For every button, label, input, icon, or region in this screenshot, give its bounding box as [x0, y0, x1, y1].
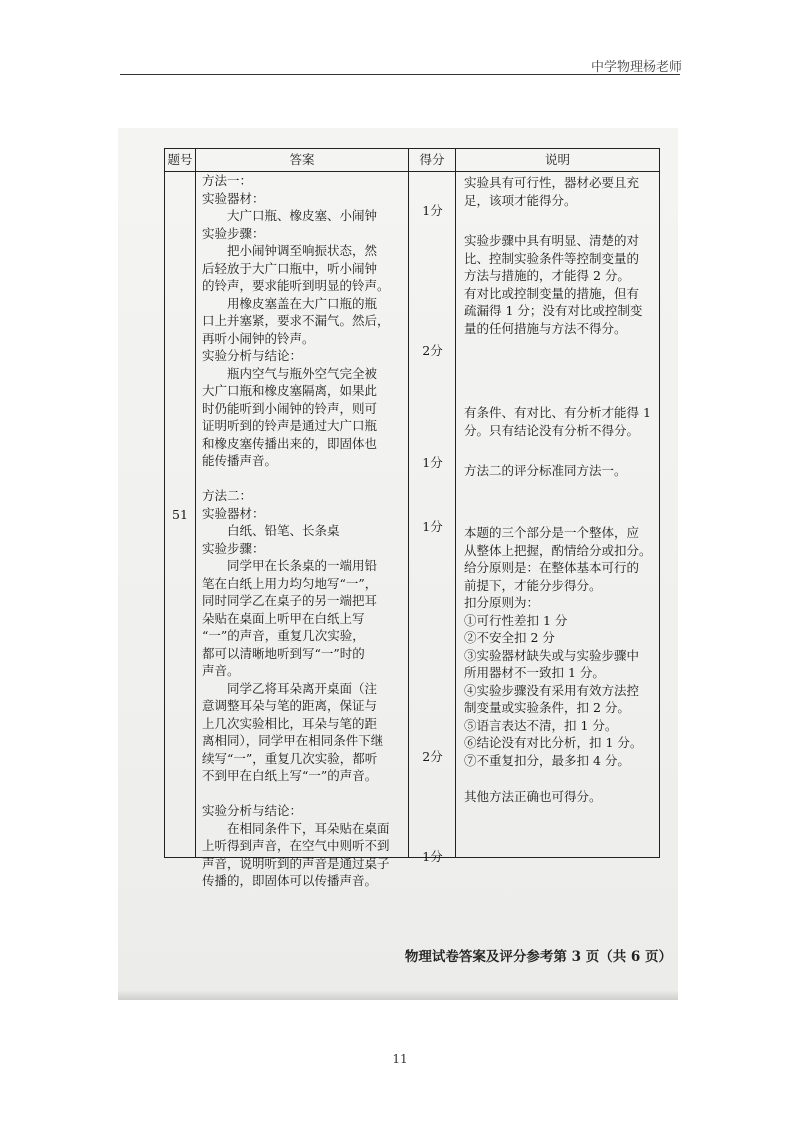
- page-number: 11: [392, 1052, 408, 1066]
- question-number: 51: [165, 172, 196, 858]
- note-line-note1: 实验具有可行性，器材必要且充: [464, 175, 640, 190]
- answer-line: 方法二：: [202, 488, 253, 503]
- note-line-note6: 其他方法正确也可得分。: [464, 789, 602, 804]
- answer-line: 传播的，即固体可以传播声音。: [202, 873, 378, 888]
- answer-line: 实验分析与结论：: [202, 803, 303, 818]
- score-method2-steps: 2分: [422, 749, 443, 764]
- answer-line: 朵贴在桌面上听甲在白纸上写: [202, 610, 365, 626]
- answer-line: 的铃声，要求能听到明显的铃声。: [202, 278, 390, 293]
- header-site-name: 中学物理杨老师: [590, 60, 682, 75]
- note-line-note2: 量的任何措施与方法不得分。: [464, 320, 627, 336]
- answer-line: 声音，说明听到的声音是通过桌子: [202, 855, 390, 871]
- note-line-note5: 给分原则是：在整体基本可行的: [464, 560, 640, 575]
- note-line-note2: 有对比或控制变量的措施，但有: [464, 285, 640, 301]
- note-line-note2: 疏漏得 1 分；没有对比或控制变: [464, 303, 643, 318]
- answer-line: 证明听到的铃声是通过大广口瓶: [202, 418, 378, 433]
- note-line-note5: 本题的三个部分是一个整体，应: [464, 525, 640, 540]
- answer-line: 能传播声音。: [202, 453, 278, 468]
- note-line-note5: 从整体上把握，酌情给分或扣分。: [464, 542, 652, 558]
- answer-line: 白纸、铅笔、长条桌: [202, 523, 340, 538]
- table-header-row: [165, 149, 660, 172]
- answer-line: 口上并塞紧，要求不漏气。然后，: [202, 313, 390, 328]
- note-line-note5: 前提下，才能分步得分。: [464, 577, 602, 593]
- answer-line: 续写“一”，重复几次实验，都听: [202, 750, 378, 766]
- note-line-note3: 有条件、有对比、有分析才能得 1: [464, 405, 651, 420]
- answer-line: 大广口瓶、橡皮塞、小闹钟: [202, 208, 378, 223]
- score-method1-steps: 2分: [422, 343, 443, 358]
- header-notes: 说明: [456, 149, 660, 172]
- score-method1-conclusion: 1分: [422, 455, 443, 470]
- answer-line: 实验器材：: [202, 505, 265, 521]
- note-line-note1: 足，该项才能得分。: [464, 192, 577, 208]
- answer-line: 上几次实验相比，耳朵与笔的距: [202, 715, 378, 731]
- score-method2-conclusion: 1分: [422, 849, 443, 864]
- note-line-note5: ⑦不重复扣分，最多扣 4 分。: [464, 752, 630, 768]
- answer-line: 瓶内空气与瓶外空气完全被: [202, 365, 378, 381]
- note-line-note4: 方法二的评分标准同方法一。: [464, 463, 627, 478]
- answer-line: 大广口瓶和橡皮塞隔离，如果此: [202, 383, 378, 398]
- answer-line: 时仍能听到小闹钟的铃声，则可: [202, 400, 378, 416]
- note-line-note5: ③实验器材缺失或与实验步骤中: [464, 647, 640, 663]
- footer-caption: 物理试卷答案及评分参考第 3 页（共 6 页）: [404, 949, 672, 965]
- answer-line: 意调整耳朵与笔的距离，保证与: [202, 698, 378, 713]
- note-line-note5: 扣分原则为：: [464, 595, 540, 610]
- answer-line: 同学甲在长条桌的一端用铅: [202, 558, 378, 573]
- table-row: [165, 172, 660, 858]
- note-line-note5: ①可行性差扣 1 分: [464, 612, 568, 628]
- answer-line: 在相同条件下，耳朵贴在桌面: [202, 820, 390, 836]
- answer-line: 实验器材：: [202, 190, 265, 206]
- header-answer: 答案: [196, 149, 409, 172]
- answer-line: 实验分析与结论：: [202, 348, 303, 363]
- answer-line: 再听小闹钟的铃声。: [202, 330, 315, 346]
- answer-line: “一”的声音，重复几次实验，: [202, 628, 365, 643]
- notes-cell: [456, 172, 660, 858]
- note-line-note2: 比、控制实验条件等控制变量的: [464, 250, 640, 266]
- note-line-note5: ⑤语言表达不清，扣 1 分。: [464, 717, 618, 733]
- answer-line: 把小闹钟调至响振状态，然: [202, 243, 378, 258]
- answer-line: 离相同），同学甲在相同条件下继: [202, 733, 384, 748]
- header-rule: [120, 74, 680, 75]
- header-question-number: 题号: [165, 149, 196, 172]
- note-line-note5: 所用器材不一致扣 1 分。: [464, 665, 605, 680]
- note-line-note5: ②不安全扣 2 分: [464, 630, 555, 645]
- answer-line: 都可以清晰地听到写“一”时的: [202, 645, 365, 661]
- score-method1-materials: 1分: [422, 203, 443, 218]
- answer-line: 方法一：: [202, 173, 253, 188]
- score-cell: [409, 172, 456, 864]
- header-score: 得分: [409, 149, 456, 172]
- note-line-note2: 实验步骤中具有明显、清楚的对: [464, 233, 640, 248]
- answer-line: 用橡皮塞盖在大广口瓶的瓶: [202, 295, 378, 311]
- answer-line: 上听得到声音，在空气中则听不到: [202, 838, 390, 853]
- answer-line: 同时同学乙在桌子的另一端把耳: [202, 593, 378, 608]
- answer-line: 笔在白纸上用力均匀地写“一”，: [202, 575, 378, 591]
- answer-line: 和橡皮塞传播出来的，即固体也: [202, 435, 378, 451]
- note-line-note3: 分。只有结论没有分析不得分。: [464, 422, 640, 438]
- note-line-note5: ④实验步骤没有采用有效方法控: [464, 682, 640, 698]
- answer-line: 实验步骤：: [202, 540, 265, 556]
- note-line-note5: ⑥结论没有对比分析，扣 1 分。: [464, 735, 643, 750]
- score-method2-materials: 1分: [422, 519, 443, 534]
- scan-edge-shadow: [118, 990, 678, 1000]
- answer-line: 不到甲在白纸上写“一”的声音。: [202, 768, 378, 783]
- answer-cell: [196, 172, 409, 888]
- answer-line: 同学乙将耳朵离开桌面（注: [202, 680, 378, 696]
- answer-line: 后轻放于大广口瓶中，听小闹钟: [202, 260, 378, 276]
- note-line-note5: 制变量或实验条件，扣 2 分。: [464, 700, 630, 715]
- note-line-note2: 方法与措施的，才能得 2 分。: [464, 268, 630, 283]
- answer-line: 实验步骤：: [202, 225, 265, 241]
- answer-line: 声音。: [202, 663, 240, 678]
- answer-table: [164, 148, 660, 888]
